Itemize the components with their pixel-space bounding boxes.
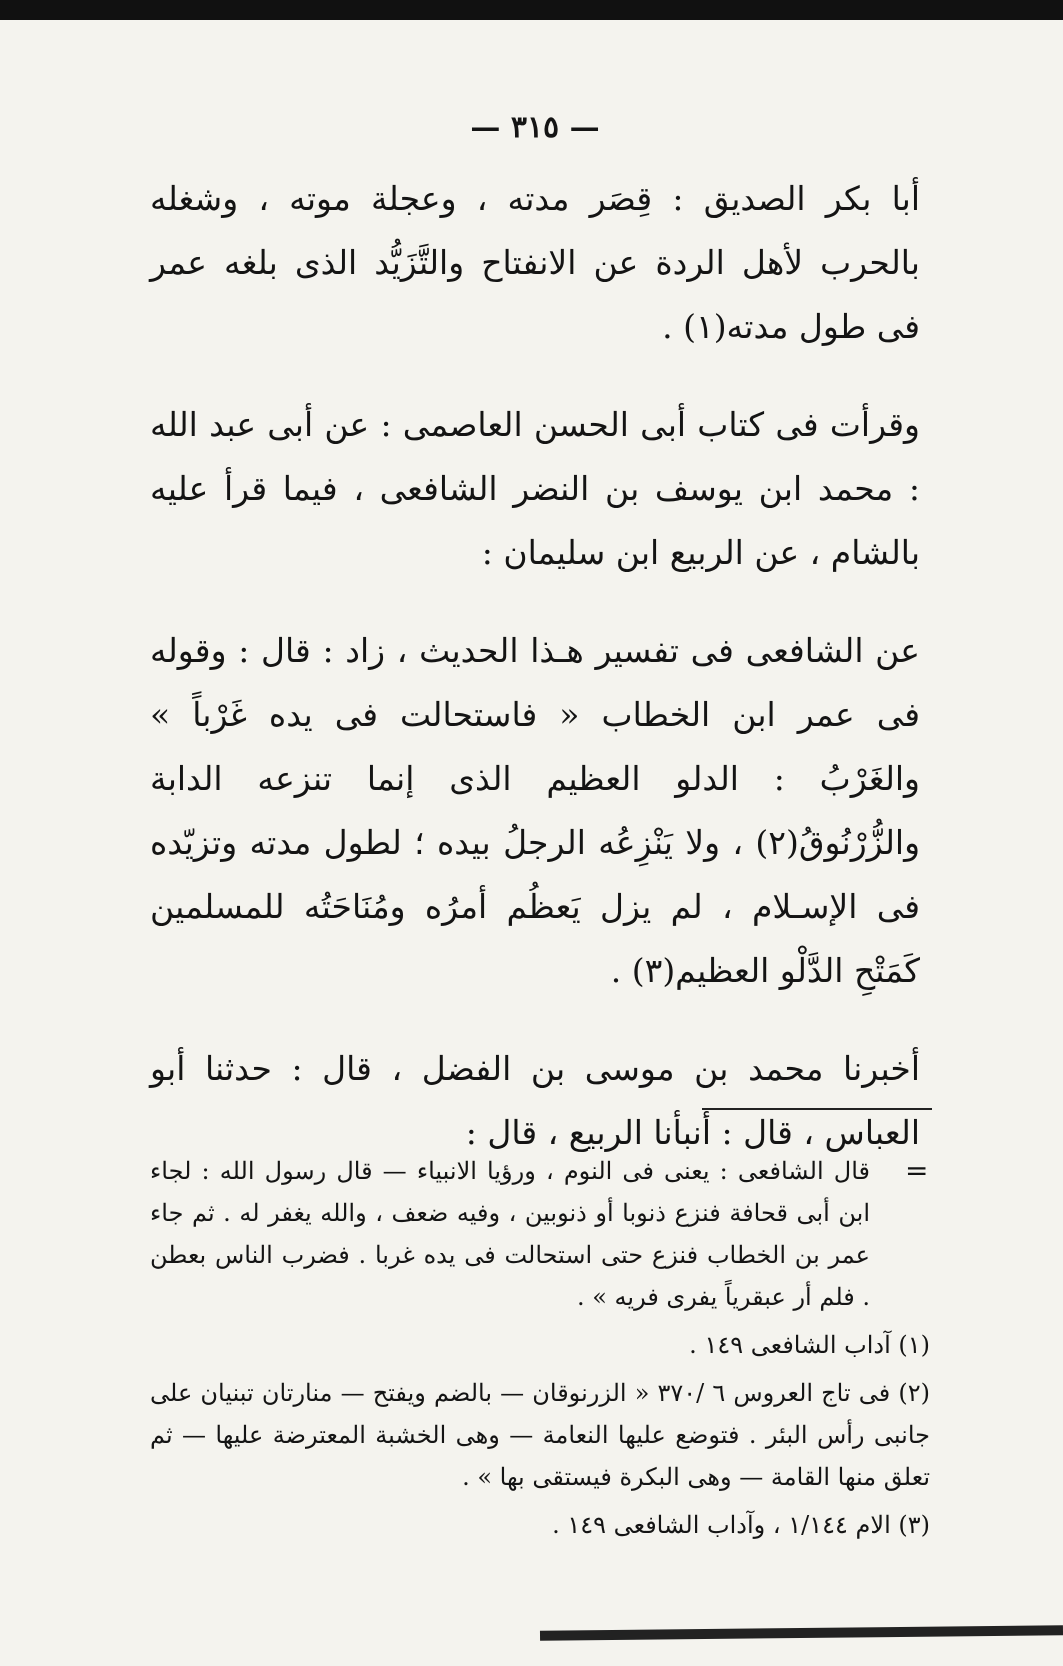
page-number: — ٣١٥ — — [470, 110, 600, 145]
footnote-continuation: قال الشافعى : يعنى فى النوم ، ورؤيا الانبياء — قال رسول الله : لجاء ابن أبى قحافة فنزع ذنوبا أو ذنوبين ، وفيه ضعف ، والله يغفر له . ثم جاء عمر بن الخطاب فنزع حتى استحالت فى يده غربا . فضرب الناس بعطن . فلم أر عبقرياً يفرى فريه » . — [150, 1157, 870, 1311]
page-body — [150, 110, 920, 1199]
footnote-2: (٢) فى تاج العروس ٦ /٣٧٠ « الزرنوقان — بالضم ويفتح — منارتان تبنيان على جانبى رأس البئر . فتوضع عليها النعامة — وهى الخشبة المعترضة عليها — ثم تعلق منها القامة — وهى البكرة فيستقى بها » . — [150, 1379, 931, 1491]
footnotes — [150, 1150, 930, 1552]
footnote-3: (٣) الام ١/١٤٤ ، وآداب الشافعى ١٤٩ . — [552, 1511, 930, 1539]
paragraph-3: عن الشافعى فى تفسير هـذا الحديث ، زاد : قال : وقوله فى عمر ابن الخطاب « فاستحالت فى يده غَرْباً » والغَرْبُ : الدلو العظيم الذى إنما تنزعه الدابة والزُّرْنُوقُ(٢) ، ولا يَنْزِعُه الرجلُ بيده ؛ لطول مدته وتزيّده فى الإسـلام ، لم يزل يَعظُم أمرُه ومُنَاحَتُه للمسلمين كَمَتْحِ الدَّلْو العظيم(٣) . — [150, 631, 920, 990]
footnote-1: (١) آداب الشافعى ١٤٩ . — [689, 1331, 930, 1359]
continuation-marker: = — [905, 1154, 929, 1187]
paragraph-1: أبا بكر الصديق : قِصَر مدته ، وعجلة موته ، وشغله بالحرب لأهل الردة عن الانفتاح والتَّزَيُّد الذى بلغه عمر فى طول مدته(١) . — [150, 179, 920, 346]
scan-bottom-edge — [540, 1625, 1063, 1640]
paragraph-2: وقرأت فى كتاب أبى الحسن العاصمى : عن أبى عبد الله : محمد ابن يوسف بن النضر الشافعى ، فيما قرأ عليه بالشام ، عن الربيع ابن سليمان : — [150, 405, 920, 572]
footnote-separator — [702, 1108, 932, 1110]
scan-top-edge — [0, 0, 1063, 20]
paragraph-4: أخبرنا محمد بن موسى بن الفضل ، قال : حدثنا أبو العباس ، قال : أنبأنا الربيع ، قال : — [150, 1049, 920, 1152]
